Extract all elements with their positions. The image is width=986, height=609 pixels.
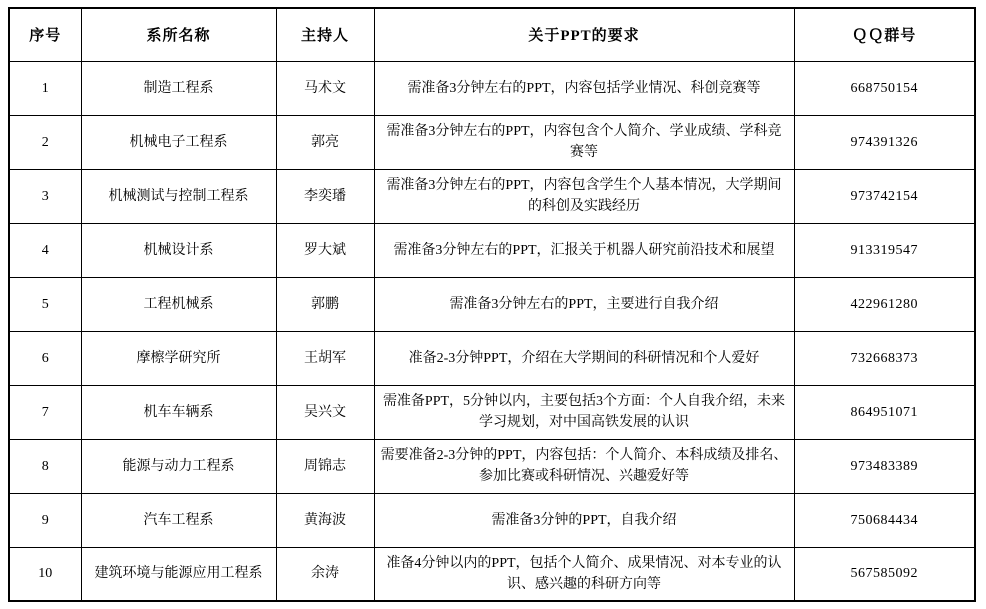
cell-qq-group-number: 974391326 — [794, 115, 975, 169]
cell-ppt-requirement: 准备2-3分钟PPT，介绍在大学期间的科研情况和个人爱好 — [374, 331, 794, 385]
cell-serial-number: 9 — [9, 493, 81, 547]
cell-serial-number: 7 — [9, 385, 81, 439]
cell-ppt-requirement: 需准备3分钟左右的PPT，主要进行自我介绍 — [374, 277, 794, 331]
header-qq-group-number: ＱＱ群号 — [794, 8, 975, 61]
cell-department-name: 机械电子工程系 — [81, 115, 276, 169]
cell-serial-number: 5 — [9, 277, 81, 331]
header-row — [9, 8, 975, 61]
cell-serial-number: 3 — [9, 169, 81, 223]
cell-ppt-requirement: 需准备3分钟左右的PPT，内容包含个人简介、学业成绩、学科竞赛等 — [374, 115, 794, 169]
cell-host-name: 李奕璠 — [276, 169, 374, 223]
table-row — [9, 439, 975, 493]
cell-ppt-requirement: 需准备3分钟左右的PPT，内容包含学生个人基本情况，大学期间的科创及实践经历 — [374, 169, 794, 223]
cell-department-name: 机械测试与控制工程系 — [81, 169, 276, 223]
cell-host-name: 马术文 — [276, 61, 374, 115]
table-body — [9, 61, 975, 601]
header-host: 主持人 — [276, 8, 374, 61]
cell-qq-group-number: 422961280 — [794, 277, 975, 331]
table-row — [9, 547, 975, 601]
cell-ppt-requirement: 需准备PPT，5分钟以内，主要包括3个方面：个人自我介绍，未来学习规划，对中国高铁发展的认识 — [374, 385, 794, 439]
cell-qq-group-number: 973742154 — [794, 169, 975, 223]
cell-host-name: 余涛 — [276, 547, 374, 601]
table-row — [9, 385, 975, 439]
table-row — [9, 493, 975, 547]
cell-qq-group-number: 732668373 — [794, 331, 975, 385]
cell-department-name: 工程机械系 — [81, 277, 276, 331]
cell-department-name: 能源与动力工程系 — [81, 439, 276, 493]
header-serial-number: 序号 — [9, 8, 81, 61]
cell-serial-number: 8 — [9, 439, 81, 493]
cell-host-name: 黄海波 — [276, 493, 374, 547]
cell-department-name: 机械设计系 — [81, 223, 276, 277]
table-row — [9, 277, 975, 331]
table-row — [9, 223, 975, 277]
cell-serial-number: 2 — [9, 115, 81, 169]
cell-qq-group-number: 750684434 — [794, 493, 975, 547]
cell-department-name: 摩檫学研究所 — [81, 331, 276, 385]
cell-host-name: 周锦志 — [276, 439, 374, 493]
cell-qq-group-number: 668750154 — [794, 61, 975, 115]
cell-host-name: 郭鹏 — [276, 277, 374, 331]
cell-ppt-requirement: 需要准备2-3分钟的PPT，内容包括：个人简介、本科成绩及排名、参加比赛或科研情况、兴趣爱好等 — [374, 439, 794, 493]
table-row — [9, 331, 975, 385]
cell-serial-number: 6 — [9, 331, 81, 385]
table-row — [9, 169, 975, 223]
table-row — [9, 115, 975, 169]
ppt-requirements-table — [8, 7, 976, 602]
cell-qq-group-number: 567585092 — [794, 547, 975, 601]
header-ppt-requirement: 关于PPT的要求 — [374, 8, 794, 61]
cell-host-name: 郭亮 — [276, 115, 374, 169]
cell-host-name: 罗大斌 — [276, 223, 374, 277]
cell-serial-number: 10 — [9, 547, 81, 601]
cell-qq-group-number: 973483389 — [794, 439, 975, 493]
cell-ppt-requirement: 准备4分钟以内的PPT，包括个人简介、成果情况、对本专业的认识、感兴趣的科研方向等 — [374, 547, 794, 601]
cell-ppt-requirement: 需准备3分钟左右的PPT，内容包括学业情况、科创竞赛等 — [374, 61, 794, 115]
cell-department-name: 建筑环境与能源应用工程系 — [81, 547, 276, 601]
cell-qq-group-number: 864951071 — [794, 385, 975, 439]
cell-department-name: 制造工程系 — [81, 61, 276, 115]
table-row — [9, 61, 975, 115]
cell-ppt-requirement: 需准备3分钟左右的PPT，汇报关于机器人研究前沿技术和展望 — [374, 223, 794, 277]
cell-serial-number: 1 — [9, 61, 81, 115]
cell-qq-group-number: 913319547 — [794, 223, 975, 277]
cell-ppt-requirement: 需准备3分钟的PPT，自我介绍 — [374, 493, 794, 547]
cell-host-name: 吴兴文 — [276, 385, 374, 439]
cell-department-name: 机车车辆系 — [81, 385, 276, 439]
cell-department-name: 汽车工程系 — [81, 493, 276, 547]
cell-host-name: 王胡军 — [276, 331, 374, 385]
header-department-name: 系所名称 — [81, 8, 276, 61]
cell-serial-number: 4 — [9, 223, 81, 277]
